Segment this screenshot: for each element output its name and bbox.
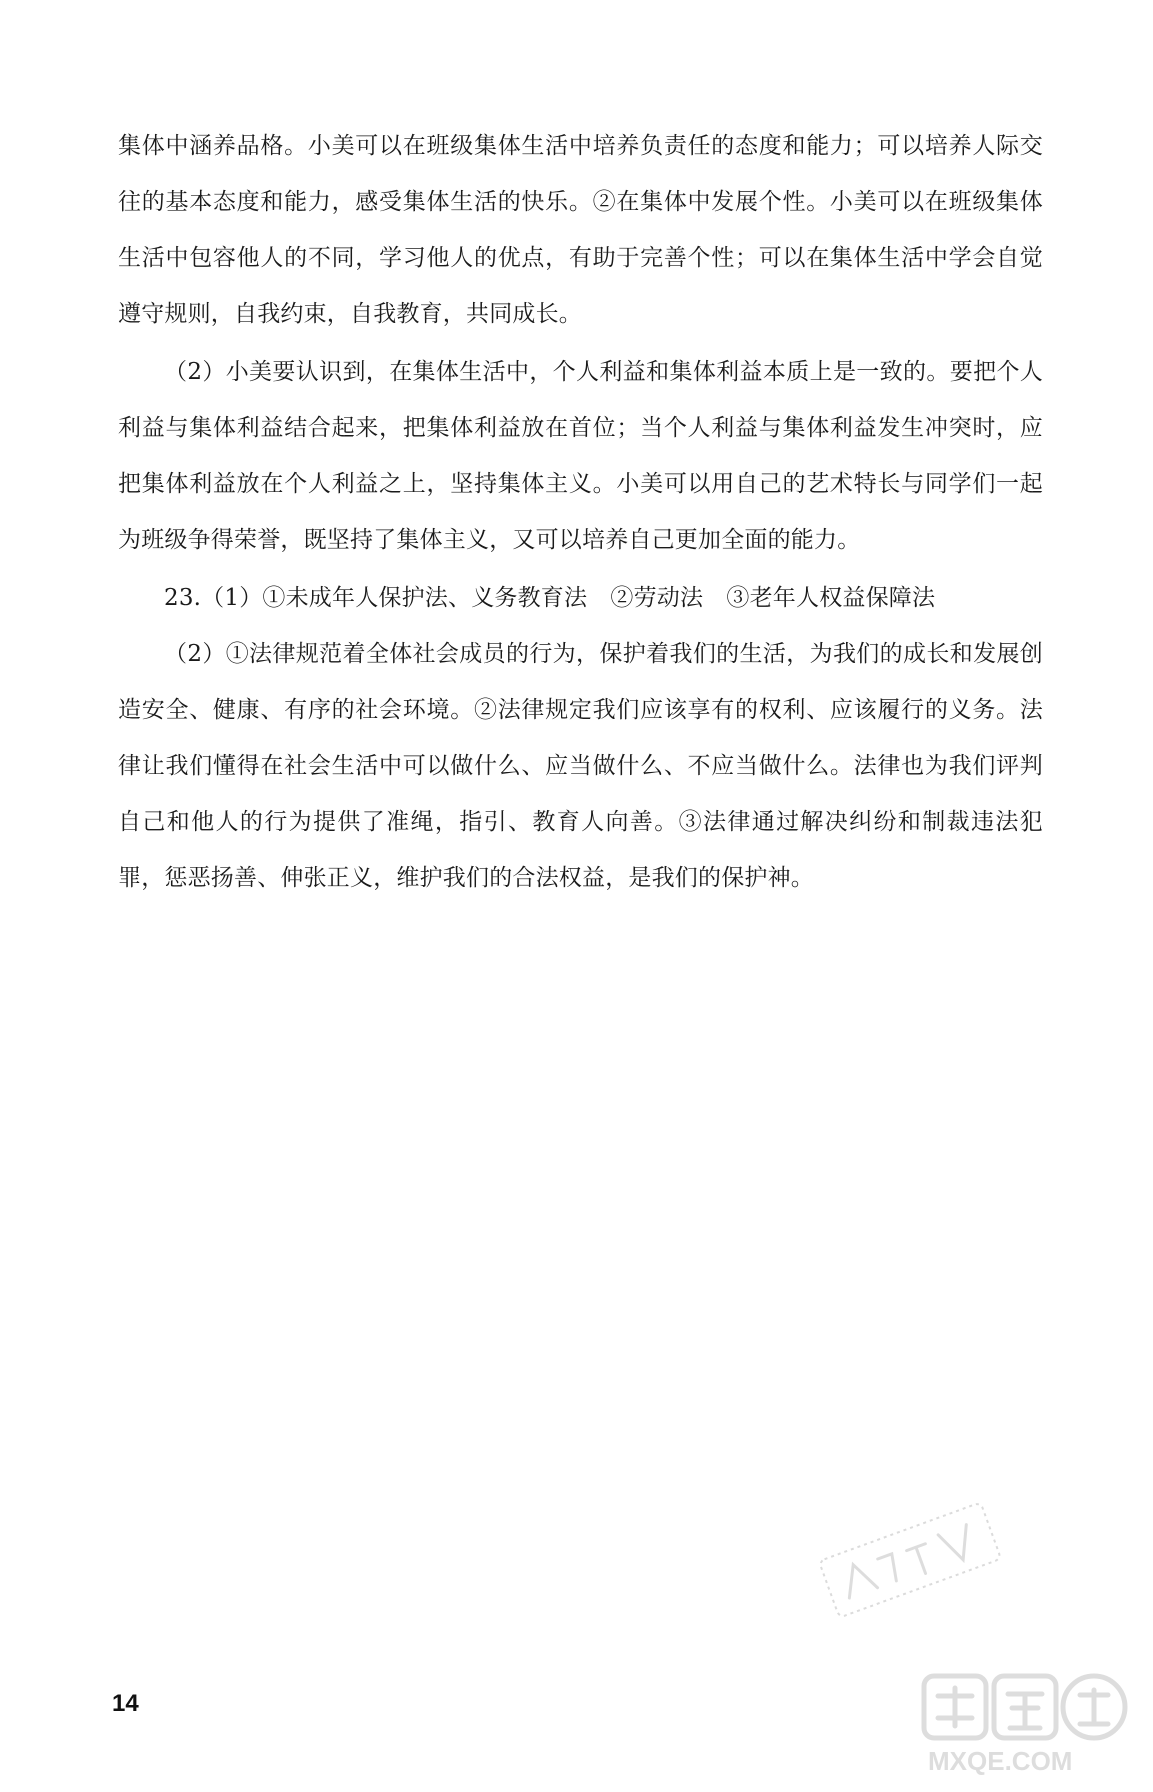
faded-stamp-mark	[812, 1492, 1009, 1629]
paragraph-question-23-part-1: 23.（1）①未成年人保护法、义务教育法 ②劳动法 ③老年人权益保障法	[164, 585, 936, 611]
answer-text-block	[118, 118, 1043, 906]
watermark-text: MXQE.COM	[928, 1746, 1073, 1776]
paragraph-question-23-part-2: （2）①法律规范着全体社会成员的行为，保护着我们的生活，为我们的成长和发展创造安全、健康、有序的社会环境。②法律规定我们应该享有的权利、应该履行的义务。法律让我们懂得在社会生活中可以做什么、应当做什么、不应当做什么。法律也为我们评判自己和他人的行为提供了准绳，指引、教育人向善。③法律通过解决纠纷和制裁违法犯罪，惩恶扬善、伸张正义，维护我们的合法权益，是我们的保护神。	[118, 641, 1043, 891]
answer-site-watermark-logo	[920, 1670, 1130, 1780]
page-number: 14	[112, 1690, 139, 1717]
paragraph-continuation: 集体中涵养品格。小美可以在班级集体生活中培养负责任的态度和能力；可以培养人际交往的基本态度和能力，感受集体生活的快乐。②在集体中发展个性。小美可以在班级集体生活中包容他人的不同，学习他人的优点，有助于完善个性；可以在集体生活中学会自觉遵守规则，自我约束，自我教育，共同成长。	[118, 133, 1043, 327]
paragraph-question-22-part-2: （2）小美要认识到，在集体生活中，个人利益和集体利益本质上是一致的。要把个人利益与集体利益结合起来，把集体利益放在首位；当个人利益与集体利益发生冲突时，应把集体利益放在个人利益之上，坚持集体主义。小美可以用自己的艺术特长与同学们一起为班级争得荣誉，既坚持了集体主义，又可以培养自己更加全面的能力。	[118, 359, 1043, 553]
